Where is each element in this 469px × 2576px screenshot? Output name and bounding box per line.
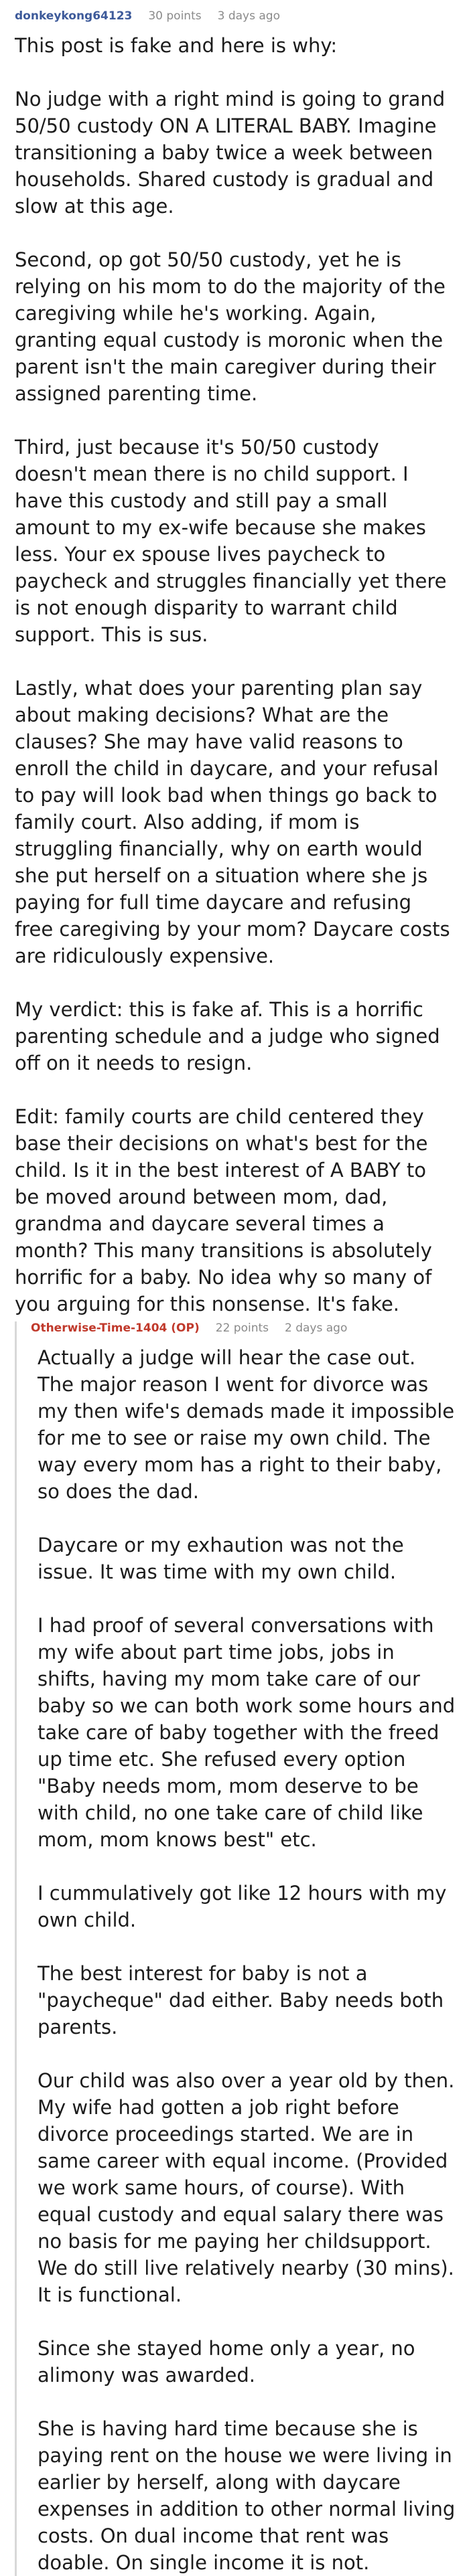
comment-meta	[148, 9, 280, 23]
reply-paragraph: I cummulatively got like 12 hours with my own child.	[38, 1882, 447, 1931]
comment-paragraph: My verdict: this is fake af. This is a horrific parenting schedule and a judge who signed off on it needs to resign.	[15, 998, 440, 1074]
comment-header	[0, 9, 469, 32]
reply-paragraph: Actually a judge will hear the case out. The major reason I went for divorce was my then wife's demads made it impossible for me to see or raise my own child. The way every mom has a right to their baby, so does the dad.	[38, 1346, 455, 1503]
reply-paragraph: Since she stayed home only a year, no alimony was awarded.	[38, 2337, 415, 2387]
comment-author-link[interactable]: donkeykong64123	[15, 9, 133, 23]
comment-body	[0, 32, 469, 1317]
reply-paragraph: The best interest for baby is not a "paycheque" dad either. Baby needs both parents.	[38, 1962, 444, 2038]
comment-paragraph: This post is fake and here is why:	[15, 34, 338, 57]
reply-comment	[0, 1321, 469, 2576]
reply-paragraph: She is having hard time because she is paying rent on the house we were living in earlier by herself, along with daycare expenses in addition to other normal living costs. On dual income that rent was doable. On single income it is not.	[38, 2417, 456, 2574]
reply-paragraph: Our child was also over a year old by then. My wife had gotten a job right before divorce proceedings started. We are in same career with equal income. (Provided we work same hours, of course). With equal custody and equal salary there was no basis for me paying her childsupport. We do still live relatively nearby (30 mins). It is functional.	[38, 2069, 455, 2306]
reply-body	[31, 1344, 469, 2576]
reply-header	[31, 1321, 469, 1344]
reply-paragraph: Daycare or my exhaution was not the issue. It was time with my own child.	[38, 1534, 404, 1583]
comment-paragraph: Lastly, what does your parenting plan say about making decisions? What are the clauses? She may have valid reasons to enroll the child in daycare, and your refusal to pay will look bad when things go back to family court. Also adding, if mom is struggling financially, why on earth would she put herself on a situation where she js paying for full time daycare and refusing free caregiving by your mom? Daycare costs are ridiculously expensive.	[15, 677, 450, 967]
reply-points: 22 points	[215, 1321, 269, 1335]
top-comment	[0, 9, 469, 1317]
comment-timestamp: 3 days ago	[217, 9, 280, 23]
reply-paragraph: I had proof of several conversations with my wife about part time jobs, jobs in shifts, having my mom take care of our baby so we can both work some hours and take care of baby together with the freed up time etc. She refused every option "Baby needs mom, mom deserve to be with child, no one take care of child like mom, mom knows best" etc.	[38, 1614, 456, 1851]
reply-timestamp: 2 days ago	[285, 1321, 348, 1335]
reply-meta	[216, 1321, 348, 1335]
comment-paragraph: Second, op got 50/50 custody, yet he is relying on his mom to do the majority of the caregiving while he's working. Again, granting equal custody is moronic when the parent isn't the main caregiver during their assigned parenting time.	[15, 248, 446, 405]
thread-line[interactable]	[15, 1321, 17, 2576]
comment-points: 30 points	[148, 9, 202, 23]
reply-author-link[interactable]: Otherwise-Time-1404 (OP)	[31, 1321, 200, 1335]
comment-paragraph: Third, just because it's 50/50 custody doesn't mean there is no child support. I have this custody and still pay a small amount to my ex-wife because she makes less. Your ex spouse lives paycheck to paycheck and struggles financially yet there is not enough disparity to warrant child support. This is sus.	[15, 436, 447, 646]
comment-paragraph: No judge with a right mind is going to grand 50/50 custody ON A LITERAL BABY. Imagine transitioning a baby twice a week between households. Shared custody is gradual and slow at this age.	[15, 88, 446, 218]
comment-paragraph: Edit: family courts are child centered they base their decisions on what's best for the child. Is it in the best interest of A BABY to be moved around between mom, dad, grandma and daycare several times a month? This many transitions is absolutely horrific for a baby. No idea why so many of you arguing for this nonsense. It's fake.	[15, 1105, 432, 1315]
